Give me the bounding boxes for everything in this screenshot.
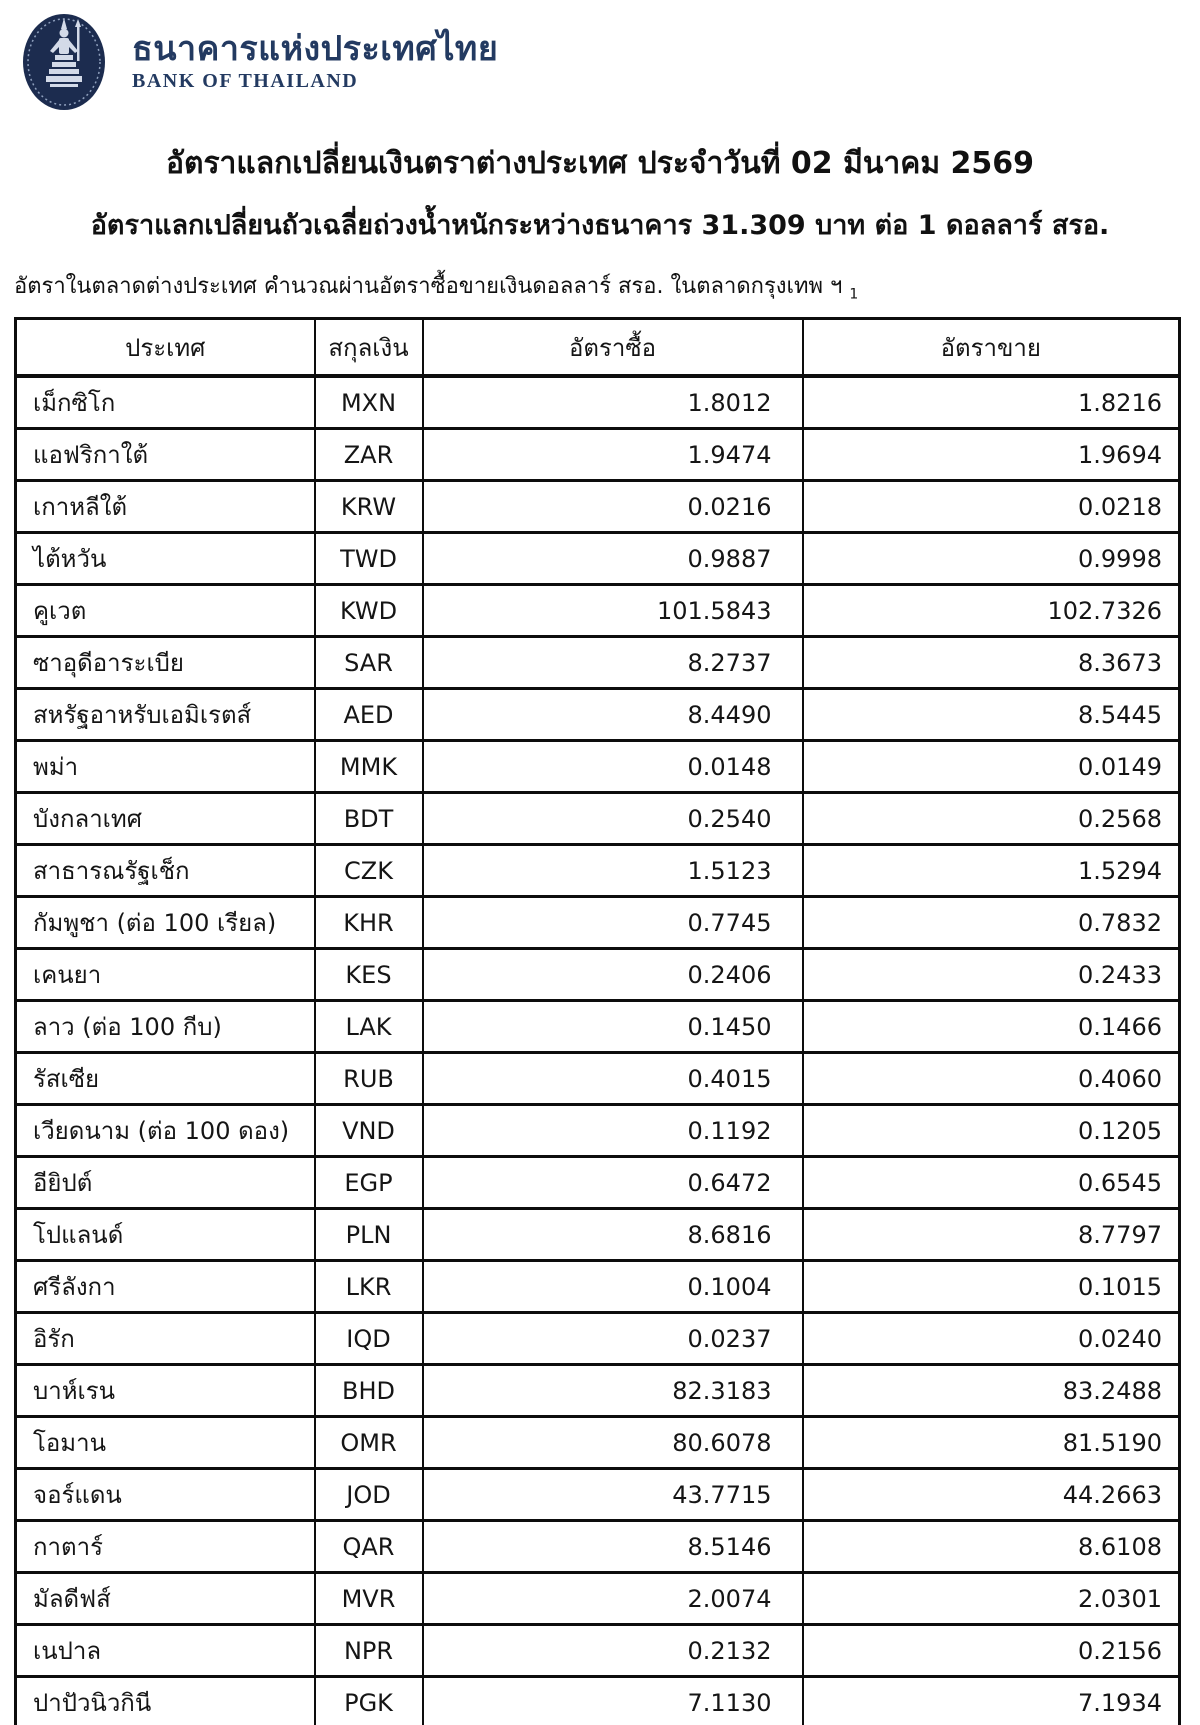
currency-code-cell: QAR <box>315 1521 423 1573</box>
country-cell: เกาหลีใต้ <box>16 481 315 533</box>
currency-code-cell: AED <box>315 689 423 741</box>
column-header-buy-rate: อัตราซื้อ <box>423 319 803 377</box>
buy-rate-cell: 1.5123 <box>423 845 803 897</box>
buy-rate-cell: 0.9887 <box>423 533 803 585</box>
buy-rate-cell: 101.5843 <box>423 585 803 637</box>
country-cell: โปแลนด์ <box>16 1209 315 1261</box>
currency-code-cell: OMR <box>315 1417 423 1469</box>
country-cell: แอฟริกาใต้ <box>16 429 315 481</box>
sell-rate-cell: 8.7797 <box>803 1209 1180 1261</box>
table-row <box>16 1313 1180 1365</box>
sell-rate-cell: 8.3673 <box>803 637 1180 689</box>
buy-rate-cell: 43.7715 <box>423 1469 803 1521</box>
buy-rate-cell: 7.1130 <box>423 1677 803 1725</box>
country-cell: ซาอุดีอาระเบีย <box>16 637 315 689</box>
currency-code-cell: KHR <box>315 897 423 949</box>
sell-rate-cell: 44.2663 <box>803 1469 1180 1521</box>
buy-rate-cell: 0.2540 <box>423 793 803 845</box>
country-cell: สาธารณรัฐเช็ก <box>16 845 315 897</box>
currency-code-cell: KWD <box>315 585 423 637</box>
country-cell: คูเวต <box>16 585 315 637</box>
sell-rate-cell: 0.2568 <box>803 793 1180 845</box>
table-row <box>16 1209 1180 1261</box>
table-row <box>16 949 1180 1001</box>
country-cell: เวียดนาม (ต่อ 100 ดอง) <box>16 1105 315 1157</box>
sell-rate-cell: 1.5294 <box>803 845 1180 897</box>
sell-rate-cell: 0.2433 <box>803 949 1180 1001</box>
country-cell: บังกลาเทศ <box>16 793 315 845</box>
currency-code-cell: MVR <box>315 1573 423 1625</box>
country-cell: กาตาร์ <box>16 1521 315 1573</box>
sell-rate-cell: 0.0149 <box>803 741 1180 793</box>
sell-rate-cell: 1.8216 <box>803 376 1180 429</box>
table-row <box>16 1001 1180 1053</box>
table-row <box>16 481 1180 533</box>
sell-rate-cell: 81.5190 <box>803 1417 1180 1469</box>
table-row <box>16 1677 1180 1725</box>
sell-rate-cell: 8.5445 <box>803 689 1180 741</box>
column-header-sell-rate: อัตราขาย <box>803 319 1180 377</box>
currency-code-cell: PLN <box>315 1209 423 1261</box>
sell-rate-cell: 2.0301 <box>803 1573 1180 1625</box>
sell-rate-cell: 0.1205 <box>803 1105 1180 1157</box>
currency-code-cell: VND <box>315 1105 423 1157</box>
country-cell: เม็กซิโก <box>16 376 315 429</box>
page-title: อัตราแลกเปลี่ยนเงินตราต่างประเทศ ประจำวันที่ 02 มีนาคม 2569 <box>165 146 1035 181</box>
currency-code-cell: BDT <box>315 793 423 845</box>
table-row <box>16 1053 1180 1105</box>
country-cell: ศรีลังกา <box>16 1261 315 1313</box>
page-subtitle: อัตราแลกเปลี่ยนถัวเฉลี่ยถ่วงน้ำหนักระหว่างธนาคาร 31.309 บาท ต่อ 1 ดอลลาร์ สรอ. <box>90 210 1110 241</box>
table-row <box>16 1105 1180 1157</box>
table-row <box>16 533 1180 585</box>
table-row <box>16 1521 1180 1573</box>
buy-rate-cell: 0.1004 <box>423 1261 803 1313</box>
table-row <box>16 845 1180 897</box>
bank-name-thai: ธนาคารแห่งประเทศไทย <box>132 28 499 69</box>
sell-rate-cell: 0.7832 <box>803 897 1180 949</box>
brand-header <box>0 0 1200 114</box>
buy-rate-cell: 8.4490 <box>423 689 803 741</box>
table-header <box>16 319 1180 377</box>
currency-code-cell: RUB <box>315 1053 423 1105</box>
currency-code-cell: MXN <box>315 376 423 429</box>
column-header-currency: สกุลเงิน <box>315 319 423 377</box>
sell-rate-cell: 0.0240 <box>803 1313 1180 1365</box>
currency-code-cell: PGK <box>315 1677 423 1725</box>
buy-rate-cell: 80.6078 <box>423 1417 803 1469</box>
exchange-rate-table <box>14 317 1181 1725</box>
buy-rate-cell: 0.0237 <box>423 1313 803 1365</box>
table-row <box>16 1469 1180 1521</box>
table-row <box>16 1261 1180 1313</box>
country-cell: พม่า <box>16 741 315 793</box>
buy-rate-cell: 2.0074 <box>423 1573 803 1625</box>
table-row <box>16 585 1180 637</box>
table-row <box>16 376 1180 429</box>
currency-code-cell: EGP <box>315 1157 423 1209</box>
table-row <box>16 1625 1180 1677</box>
currency-code-cell: KES <box>315 949 423 1001</box>
buy-rate-cell: 1.8012 <box>423 376 803 429</box>
brand-text <box>132 28 499 93</box>
country-cell: บาห์เรน <box>16 1365 315 1417</box>
table-row <box>16 741 1180 793</box>
country-cell: สหรัฐอาหรับเอมิเรตส์ <box>16 689 315 741</box>
country-cell: จอร์แดน <box>16 1469 315 1521</box>
country-cell: รัสเซีย <box>16 1053 315 1105</box>
sell-rate-cell: 0.9998 <box>803 533 1180 585</box>
buy-rate-cell: 0.1192 <box>423 1105 803 1157</box>
sell-rate-cell: 1.9694 <box>803 429 1180 481</box>
country-cell: เคนยา <box>16 949 315 1001</box>
table-row <box>16 897 1180 949</box>
buy-rate-cell: 0.2132 <box>423 1625 803 1677</box>
table-row <box>16 1573 1180 1625</box>
country-cell: ไต้หวัน <box>16 533 315 585</box>
buy-rate-cell: 0.7745 <box>423 897 803 949</box>
sell-rate-cell: 102.7326 <box>803 585 1180 637</box>
table-row <box>16 793 1180 845</box>
header-row <box>16 319 1180 377</box>
buy-rate-cell: 1.9474 <box>423 429 803 481</box>
currency-code-cell: CZK <box>315 845 423 897</box>
footnote-mark: 1 <box>849 286 859 303</box>
table-row <box>16 1417 1180 1469</box>
currency-code-cell: IQD <box>315 1313 423 1365</box>
buy-rate-cell: 0.2406 <box>423 949 803 1001</box>
country-cell: มัลดีฟส์ <box>16 1573 315 1625</box>
buy-rate-cell: 0.6472 <box>423 1157 803 1209</box>
currency-code-cell: TWD <box>315 533 423 585</box>
table-row <box>16 1157 1180 1209</box>
buy-rate-cell: 0.0148 <box>423 741 803 793</box>
buy-rate-cell: 82.3183 <box>423 1365 803 1417</box>
title-block <box>30 140 1170 246</box>
table-row <box>16 429 1180 481</box>
buy-rate-cell: 8.5146 <box>423 1521 803 1573</box>
country-cell: กัมพูชา (ต่อ 100 เรียล) <box>16 897 315 949</box>
currency-code-cell: JOD <box>315 1469 423 1521</box>
currency-code-cell: ZAR <box>315 429 423 481</box>
buy-rate-cell: 0.4015 <box>423 1053 803 1105</box>
country-cell: เนปาล <box>16 1625 315 1677</box>
bank-of-thailand-seal-icon <box>22 13 106 111</box>
market-note-text: อัตราในตลาดต่างประเทศ คำนวณผ่านอัตราซื้อขายเงินดอลลาร์ สรอ. ในตลาดกรุงเทพ ฯ <box>14 274 843 299</box>
buy-rate-cell: 8.2737 <box>423 637 803 689</box>
currency-code-cell: KRW <box>315 481 423 533</box>
country-cell: ลาว (ต่อ 100 กีบ) <box>16 1001 315 1053</box>
currency-code-cell: LKR <box>315 1261 423 1313</box>
sell-rate-cell: 8.6108 <box>803 1521 1180 1573</box>
sell-rate-cell: 0.1015 <box>803 1261 1180 1313</box>
currency-code-cell: SAR <box>315 637 423 689</box>
sell-rate-cell: 0.0218 <box>803 481 1180 533</box>
currency-code-cell: NPR <box>315 1625 423 1677</box>
bank-name-english: BANK OF THAILAND <box>132 70 359 93</box>
currency-code-cell: MMK <box>315 741 423 793</box>
sell-rate-cell: 0.1466 <box>803 1001 1180 1053</box>
table-row <box>16 637 1180 689</box>
sell-rate-cell: 0.2156 <box>803 1625 1180 1677</box>
market-note <box>14 268 1200 303</box>
sell-rate-cell: 83.2488 <box>803 1365 1180 1417</box>
country-cell: ปาปัวนิวกินี <box>16 1677 315 1725</box>
country-cell: โอมาน <box>16 1417 315 1469</box>
table-row <box>16 689 1180 741</box>
sell-rate-cell: 7.1934 <box>803 1677 1180 1725</box>
country-cell: อิรัก <box>16 1313 315 1365</box>
table-body <box>16 376 1180 1725</box>
buy-rate-cell: 0.0216 <box>423 481 803 533</box>
buy-rate-cell: 0.1450 <box>423 1001 803 1053</box>
column-header-country: ประเทศ <box>16 319 315 377</box>
table-row <box>16 1365 1180 1417</box>
currency-code-cell: BHD <box>315 1365 423 1417</box>
currency-code-cell: LAK <box>315 1001 423 1053</box>
buy-rate-cell: 8.6816 <box>423 1209 803 1261</box>
sell-rate-cell: 0.4060 <box>803 1053 1180 1105</box>
country-cell: อียิปต์ <box>16 1157 315 1209</box>
sell-rate-cell: 0.6545 <box>803 1157 1180 1209</box>
